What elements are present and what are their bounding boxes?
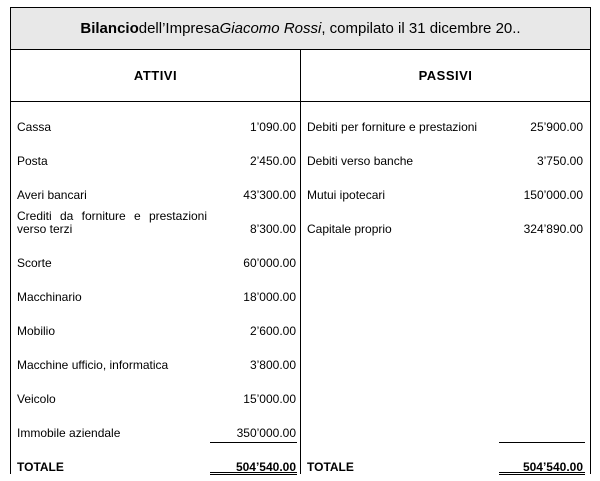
passivi-row	[307, 120, 583, 134]
attivi-label: Averi bancari	[17, 188, 87, 202]
attivi-value: 8’300.00	[249, 222, 296, 236]
title-bold: Bilancio	[80, 20, 139, 37]
attivi-value: 2’600.00	[249, 324, 296, 338]
attivi-value: 18’000.00	[243, 290, 296, 304]
attivi-value: 60’000.00	[243, 256, 296, 270]
passivi-value: 25’900.00	[530, 120, 583, 134]
attivi-label: Mobilio	[17, 324, 56, 338]
passivi-total-value: 504’540.00	[522, 460, 583, 474]
attivi-label: Crediti da forniture e prestazioni verso terzi	[17, 209, 207, 236]
passivi-row	[307, 154, 583, 168]
attivi-label: Macchine ufficio, informatica	[17, 358, 169, 372]
passivi-label: Mutui ipotecari	[307, 188, 386, 202]
attivi-value: 15’000.00	[243, 392, 296, 406]
attivi-row	[17, 188, 296, 202]
attivi-row	[17, 208, 296, 236]
attivi-label: Veicolo	[17, 392, 56, 406]
passivi-row	[307, 188, 583, 202]
column-divider	[300, 49, 301, 474]
passivi-total-double-line	[499, 472, 585, 475]
title-part1: dell’Impresa	[138, 20, 220, 37]
passivi-sum-line	[499, 442, 585, 443]
attivi-row	[17, 324, 296, 338]
attivi-row	[17, 426, 296, 440]
title-company: Giacomo Rossi	[219, 20, 322, 37]
passivi-total-label: TOTALE	[307, 460, 354, 474]
attivi-total-label: TOTALE	[17, 460, 64, 474]
attivi-sum-line	[210, 442, 297, 443]
passivi-label: Debiti per forniture e prestazioni	[307, 120, 478, 134]
attivi-value: 43’300.00	[243, 188, 296, 202]
title-part2: , compilato il 31 dicembre 20..	[321, 20, 521, 37]
passivi-row	[307, 222, 583, 236]
passivi-header: PASSIVI	[418, 68, 473, 83]
attivi-value: 350’000.00	[236, 426, 296, 440]
attivi-row	[17, 154, 296, 168]
attivi-row	[17, 358, 296, 372]
attivi-label: Cassa	[17, 120, 52, 134]
attivi-header: ATTIVI	[133, 68, 178, 83]
attivi-label: Scorte	[17, 256, 52, 270]
balance-sheet	[10, 7, 591, 474]
attivi-label: Posta	[17, 154, 48, 168]
attivi-row	[17, 392, 296, 406]
attivi-row	[17, 290, 296, 304]
attivi-value: 2’450.00	[249, 154, 296, 168]
attivi-value: 3’800.00	[249, 358, 296, 372]
attivi-label: Immobile aziendale	[17, 426, 121, 440]
attivi-total-double-line	[210, 472, 297, 475]
attivi-row	[17, 120, 296, 134]
attivi-row	[17, 256, 296, 270]
attivi-total-value: 504’540.00	[235, 460, 296, 474]
passivi-label: Capitale proprio	[307, 222, 392, 236]
attivi-value: 1’090.00	[249, 120, 296, 134]
balance-title	[11, 8, 590, 50]
attivi-label: Macchinario	[17, 290, 82, 304]
header-divider	[11, 101, 590, 102]
passivi-value: 324’890.00	[523, 222, 583, 236]
passivi-value: 3’750.00	[536, 154, 583, 168]
passivi-value: 150’000.00	[523, 188, 583, 202]
passivi-label: Debiti verso banche	[307, 154, 414, 168]
